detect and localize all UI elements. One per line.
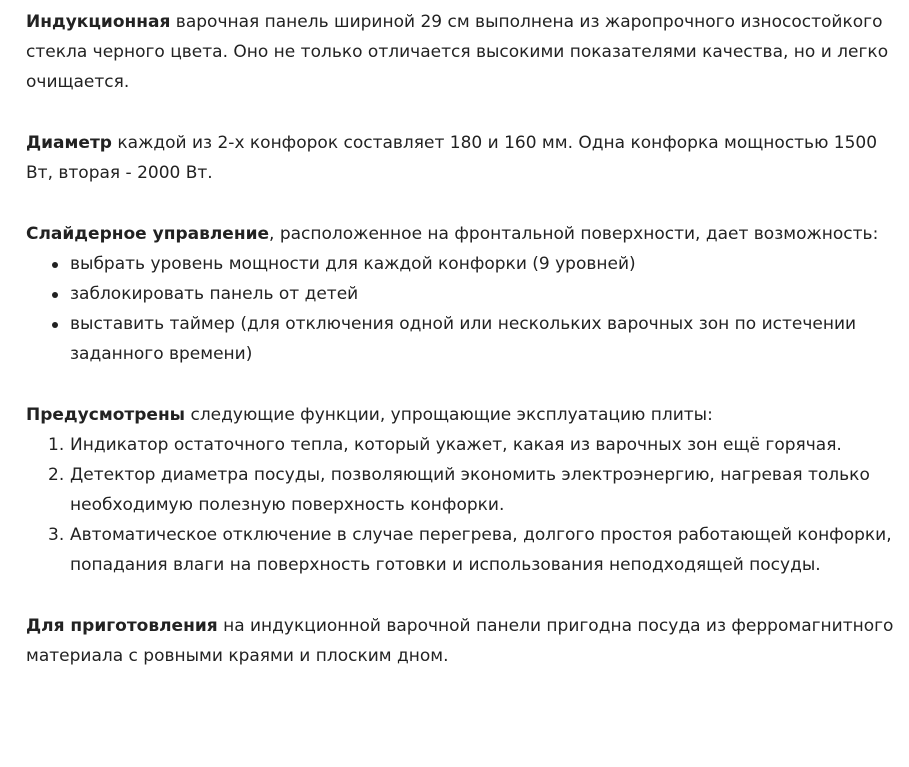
section-functions bbox=[26, 400, 906, 580]
list-item bbox=[26, 460, 906, 520]
bullet-icon bbox=[52, 292, 58, 298]
heading-cookware: Для приготовления bbox=[26, 616, 218, 636]
text-diameter: каждой из 2-х конфорок составляет 180 и 160 мм. Одна конфорка мощностью 1500 Вт, вторая - 2000 Вт. bbox=[26, 133, 878, 183]
list-item bbox=[26, 430, 906, 460]
paragraph-cookware bbox=[26, 611, 906, 671]
list-item bbox=[26, 520, 906, 580]
list-item-text: заблокировать панель от детей bbox=[70, 284, 359, 304]
list-number: 3. bbox=[48, 525, 65, 545]
text-induction: варочная панель шириной 29 см выполнена из жаропрочного износостойкого стекла черного цвета. Оно не только отличается высокими показателями качества, но и легко очищается. bbox=[26, 12, 889, 92]
list-item-text: выставить таймер (для отключения одной или нескольких варочных зон по истечении заданного времени) bbox=[70, 314, 857, 364]
functions-list bbox=[26, 430, 906, 580]
text-cookware: на индукционной варочной панели пригодна посуда из ферромагнитного материала с ровными краями и плоским дном. bbox=[26, 616, 894, 666]
list-item-text: Индикатор остаточного тепла, который укажет, какая из варочных зон ещё горячая. bbox=[70, 435, 842, 455]
list-item-text: выбрать уровень мощности для каждой конфорки (9 уровней) bbox=[70, 254, 636, 274]
list-number: 1. bbox=[48, 435, 65, 455]
slider-features-list bbox=[26, 249, 906, 369]
list-item-text: Детектор диаметра посуды, позволяющий экономить электроэнергию, нагревая только необходимую полезную поверхность конфорки. bbox=[70, 465, 870, 515]
list-item-text: Автоматическое отключение в случае перегрева, долгого простоя работающей конфорки, попадания влаги на поверхность готовки и использования неподходящей посуды. bbox=[70, 525, 892, 575]
heading-slider-control: Слайдерное управление bbox=[26, 224, 270, 244]
list-item bbox=[26, 249, 906, 279]
text-slider-control: , расположенное на фронтальной поверхности, дает возможность: bbox=[269, 224, 879, 244]
heading-functions: Предусмотрены bbox=[26, 405, 186, 425]
section-slider-control bbox=[26, 219, 906, 369]
heading-diameter: Диаметр bbox=[26, 133, 112, 153]
paragraph-induction bbox=[26, 7, 906, 97]
product-description bbox=[26, 7, 906, 702]
list-item bbox=[26, 309, 906, 369]
list-number: 2. bbox=[48, 465, 65, 485]
paragraph-diameter bbox=[26, 128, 906, 188]
text-functions: следующие функции, упрощающие эксплуатацию плиты: bbox=[185, 405, 713, 425]
paragraph-slider-control bbox=[26, 219, 906, 249]
paragraph-functions bbox=[26, 400, 906, 430]
list-item bbox=[26, 279, 906, 309]
bullet-icon bbox=[52, 262, 58, 268]
bullet-icon bbox=[52, 322, 58, 328]
heading-induction: Индукционная bbox=[26, 12, 171, 32]
